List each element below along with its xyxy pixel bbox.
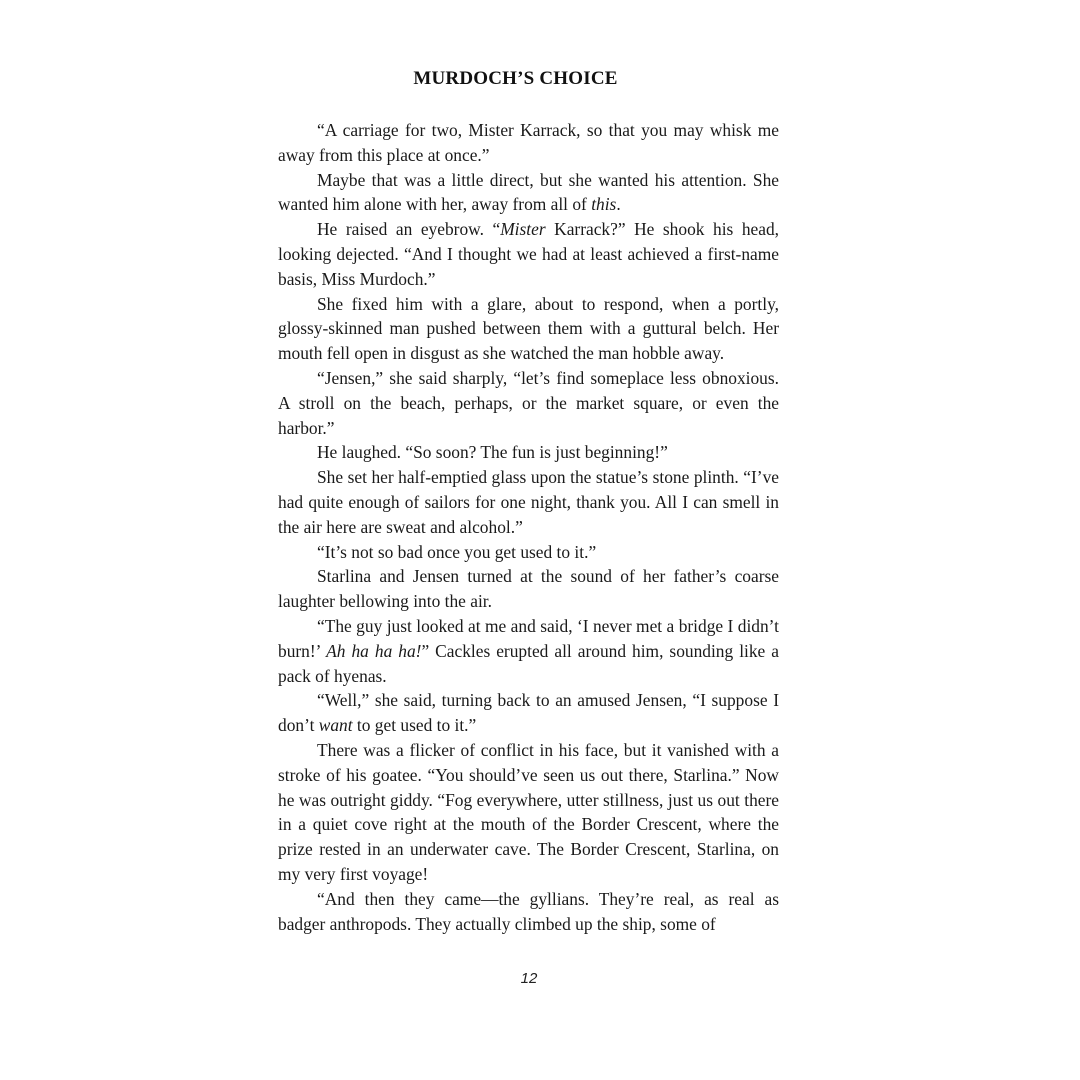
body-text bbox=[278, 118, 779, 936]
running-head: MURDOCH’S CHOICE bbox=[413, 68, 618, 89]
emphasis: Mister bbox=[500, 219, 546, 240]
paragraph: She fixed him with a glare, about to respond, when a portly, glossy-skinned man pushed between them with a guttural belch. Her mouth fell open in disgust as she watched the man hobble away. bbox=[278, 293, 779, 364]
paragraph: “And then they came—the gyllians. They’re real, as real as badger anthropods. They actually climbed up the ship, some of bbox=[278, 888, 779, 934]
paragraph: “Jensen,” she said sharply, “let’s find someplace less obnoxious. A stroll on the beach, perhaps, or the market square, or even the harbor.” bbox=[278, 367, 779, 438]
paragraph: Starlina and Jensen turned at the sound of her father’s coarse laughter bellowing into the air. bbox=[278, 566, 779, 612]
paragraph: “Well,” she said, turning back to an amused Jensen, “I suppose I don’t want to get used to it.” bbox=[278, 690, 779, 736]
paragraph: Maybe that was a little direct, but she wanted his attention. She wanted him alone with her, away from all of this. bbox=[278, 169, 779, 215]
paragraph: He raised an eyebrow. “Mister Karrack?” He shook his head, looking dejected. “And I thought we had at least achieved a first-name basis, Miss Murdoch.” bbox=[278, 219, 780, 289]
paragraph: She set her half-emptied glass upon the statue’s stone plinth. “I’ve had quite enough of sailors for one night, thank you. All I can smell in the air here are sweat and alcohol.” bbox=[278, 467, 779, 537]
emphasis: this bbox=[591, 194, 617, 215]
paragraph: “The guy just looked at me and said, ‘I never met a bridge I didn’t burn!’ Ah ha ha ha!” Cackles erupted all around him, sounding like a pack of hyenas. bbox=[278, 615, 779, 686]
paragraph: “A carriage for two, Mister Karrack, so that you may whisk me away from this place at once.” bbox=[278, 120, 779, 165]
emphasis: want bbox=[318, 715, 353, 736]
paragraph: He laughed. “So soon? The fun is just beginning!” bbox=[317, 442, 668, 463]
page-number: 12 bbox=[520, 970, 538, 987]
paragraph: “It’s not so bad once you get used to it.” bbox=[317, 541, 597, 562]
emphasis: Ah ha ha ha! bbox=[326, 640, 422, 661]
paragraph: There was a flicker of conflict in his face, but it vanished with a stroke of his goatee. “You should’ve seen us out there, Starlina.” Now he was outright giddy. “Fog everywhere, utter stillness, just us out there in a quiet cove right at the mouth of the Border Crescent, where the prize rested in an underwater cave. The Border Crescent, Starlina, on my very first voyage! bbox=[278, 739, 779, 884]
